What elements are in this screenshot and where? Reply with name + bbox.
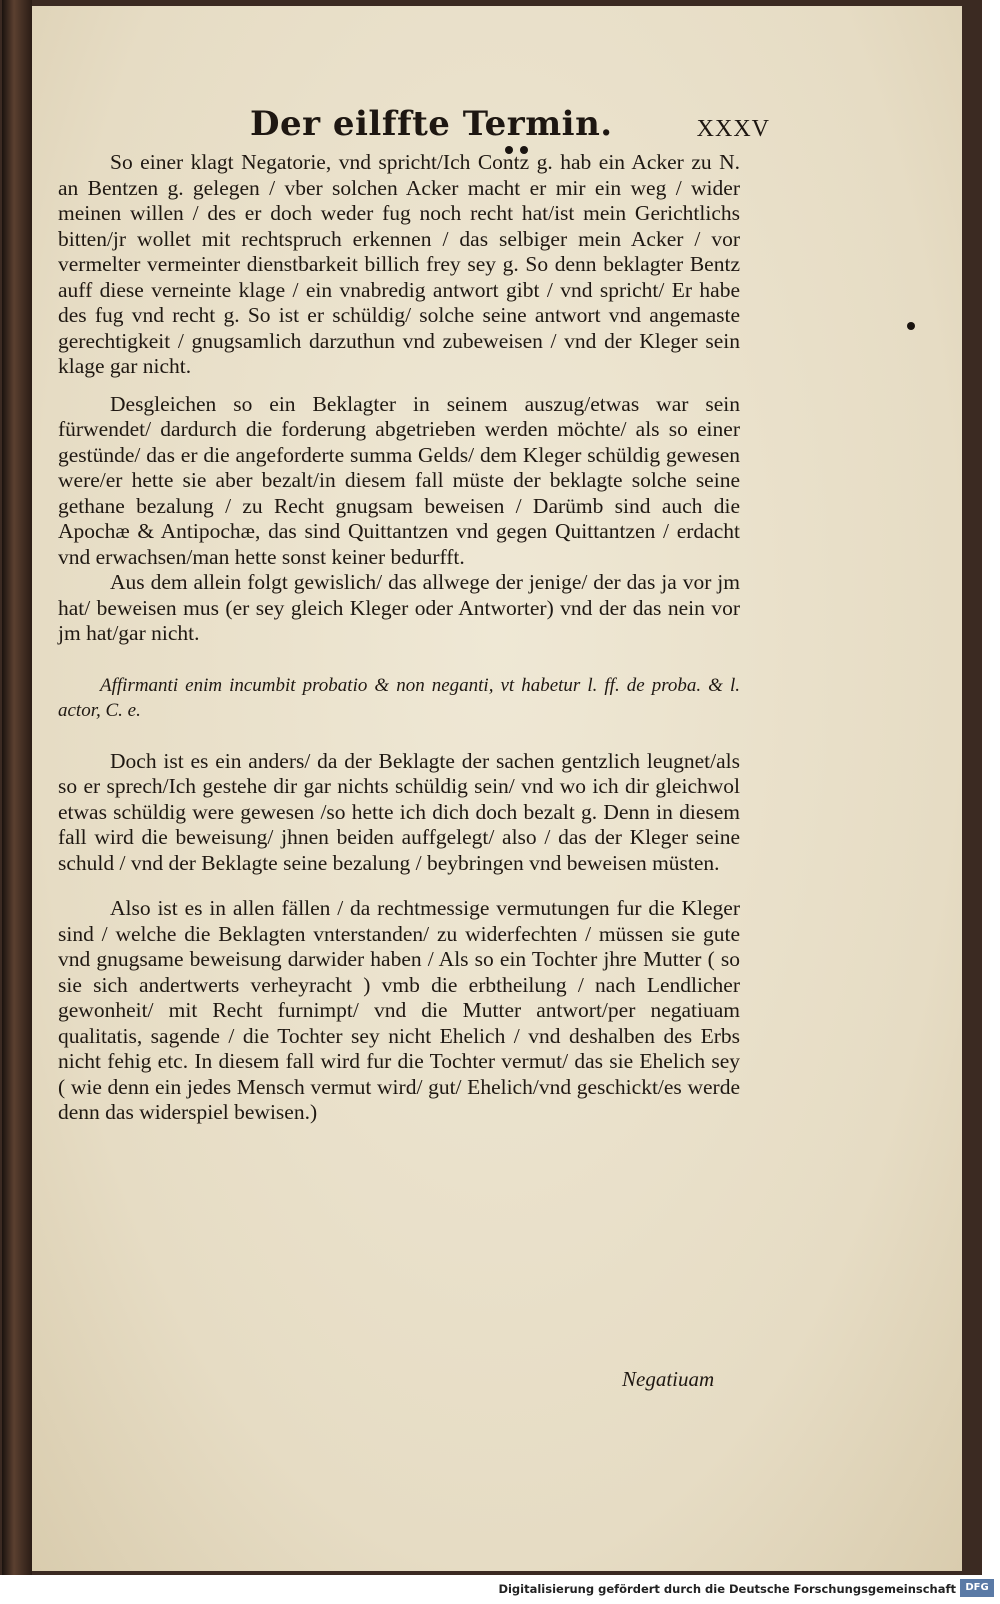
body-text	[58, 150, 740, 1126]
running-title: Der eilffte Termin.	[250, 104, 613, 144]
ink-dot	[907, 322, 915, 330]
folio-number: XXXV	[696, 116, 770, 142]
footer-bar	[0, 1575, 1000, 1604]
paragraph-also-ist-es: Also ist es in allen fällen / da rechtmessige vermutungen fur die Kleger sind / welche die Beklagten vnterstanden/ zu widerfechten / müssen sie gute vnd gnugsame beweisung darwider haben / Als so ein Tochter jhre Mutter ( so sie sich andertwerts verheyracht ) vmb die erbtheilung / nach Lendlicher gewonheit/ mit Recht furnimpt/ vnd die Mutter antwort/per negatiuam qualitatis, sagende / die Tochter sey nicht Ehelich / vnd deshalben des Erbs nicht fehig etc. In diesem fall wird fur die Tochter vermut/ das sie Ehelich sey ( wie denn ein jedes Mensch vermut wird/ gut/ Ehelich/vnd geschickt/es werde denn das widerspiel bewisen.)	[58, 896, 740, 1124]
funding-credit: Digitalisierung gefördert durch die Deutsche Forschungsgemeinschaft	[498, 1582, 956, 1596]
paragraph-doch-ist-es: Doch ist es ein anders/ da der Beklagte der sachen gentzlich leugnet/als so er sprech/Ich gestehe dir gar nichts schüldig sein/ vnd wo ich dir gleichwol etwas schüldig were gewesen /so hette ich dich doch bezalt g. Denn in diesem fall wird die beweisung/ jhnen beiden auffgelegt/ also / das der Kleger seine schuld / vnd der Beklagte seine bezalung / beybringen vnd beweisen müsten.	[58, 748, 740, 875]
latin-citation: Affirmanti enim incumbit probatio & non neganti, vt habetur l. ff. de proba. & l. actor, C. e.	[58, 674, 740, 721]
book-binding-edge	[2, 0, 32, 1575]
paragraph-desgleichen: Desgleichen so ein Beklagter in seinem auszug/etwas war sein fürwendet/ dardurch die forderung abgetrieben werden möchte/ als so einer gestünde/ das er die angeforderte summa Gelds/ dem Kleger schüldig gewesen were/er hette sie aber bezalt/in diesem fall müste der beklagte solche seine gethane bezalung / zu Recht gnugsam beweisen / Darümb sind auch die Apochæ & Antipochæ, das sind Quittantzen vnd gegen Quittantzen / erdacht vnd erwachsen/man hette sonst keiner bedurfft.	[58, 391, 740, 569]
paragraph-negatorie: So einer klagt Negatorie, vnd spricht/Ich Contz g. hab ein Acker zu N. an Bentzen g. gelegen / vber solchen Acker macht er mir ein weg / wider meinen willen / des er doch weder fug noch recht hat/ist mein Gerichtlichs bitten/jr wollet mit rechtspruch erkennen / das selbiger mein Acker / vor vermelter vermeinter dienstbarkeit billich frey sey g. So denn beklagter Bentz auff diese verneinte klage / ein vnabredig antwort gibt / vnd spricht/ Er habe des fug vnd recht g. So ist er schüldig/ solche seine antwort vnd angemaste gerechtigkeit / gnugsamlich darzuthun vnd zubeweisen / vnd der Kleger sein klage gar nicht.	[58, 150, 740, 378]
catchword: Negatiuam	[622, 1367, 715, 1391]
paragraph-aus-dem-allein: Aus dem allein folgt gewislich/ das allwege der jenige/ der das ja vor jm hat/ beweisen mus (er sey gleich Kleger oder Antworter) vnd der das nein vor jm hat/gar nicht.	[58, 570, 740, 645]
dfg-logo: DFG	[960, 1579, 994, 1597]
